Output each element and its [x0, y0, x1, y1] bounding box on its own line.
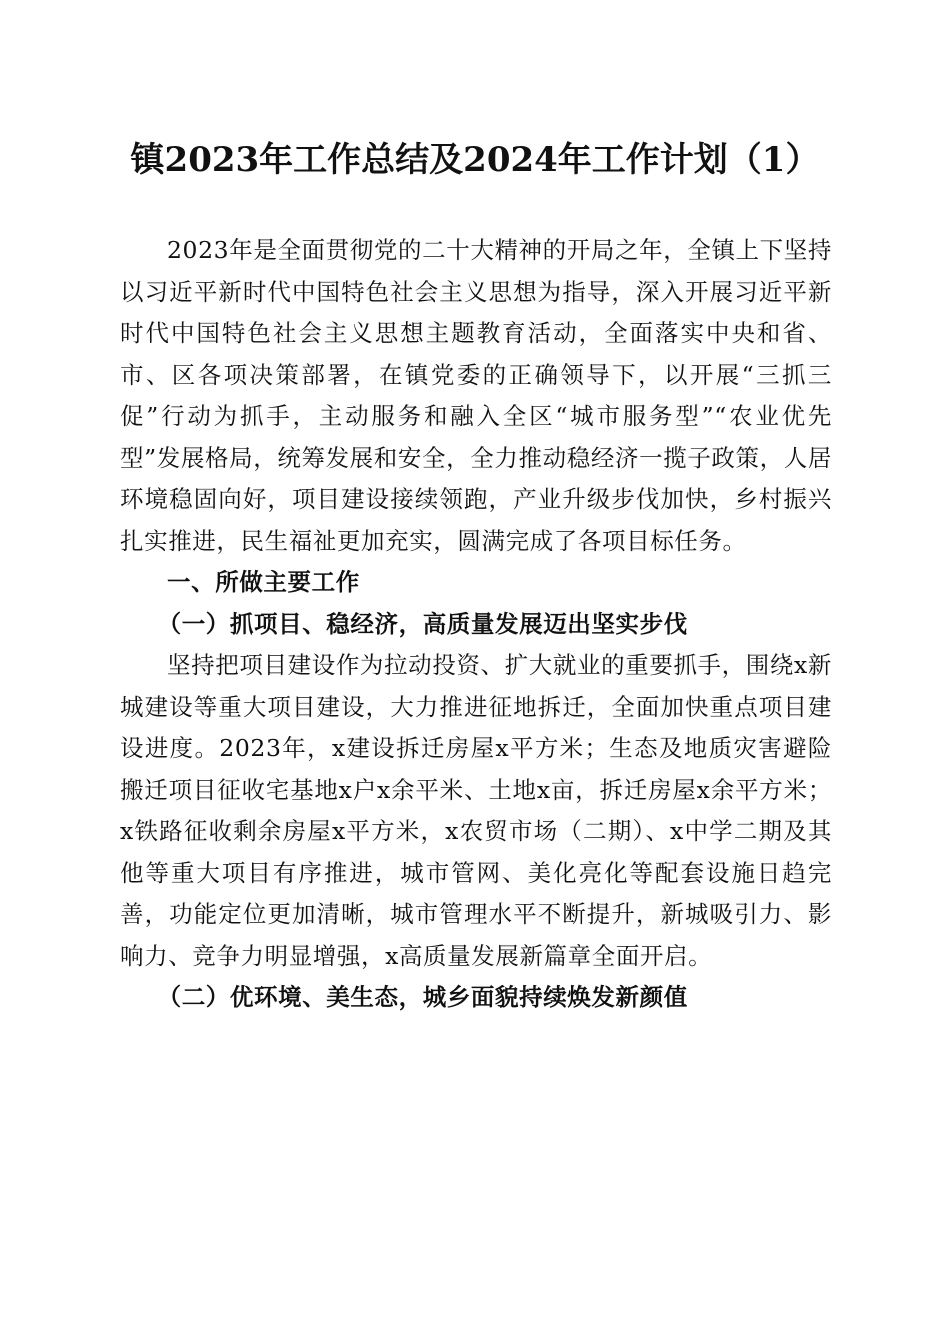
intro-paragraph: 2023年是全面贯彻党的二十大精神的开局之年，全镇上下坚持以习近平新时代中国特色社会主义思想为指导，深入开展习近平新时代中国特色社会主义思想主题教育活动，全面落实中央和省、市、区各项决策部署，在镇党委的正确领导下，以开展“三抓三促”行动为抓手，主动服务和融入全区“城市服务型”“农业优先型”发展格局，统筹发展和安全，全力推动稳经济一揽子政策，人居环境稳固向好，项目建设接续领跑，产业升级步伐加快，乡村振兴扎实推进，民生福祉更加充实，圆满完成了各项目标任务。	[120, 236, 832, 555]
subsection-heading-environment: （二）优环境、美生态，城乡面貌持续焕发新颜值	[157, 983, 688, 1011]
subsection-heading-projects: （一）抓项目、稳经济，高质量发展迈出坚实步伐	[157, 609, 688, 638]
section-heading-main-work: 一、所做主要工作	[167, 568, 360, 596]
document-body	[120, 230, 832, 1019]
document-title: 镇2023年工作总结及2024年工作计划（1）	[130, 140, 820, 180]
subsection-paragraph-projects: 坚持把项目建设作为拉动投资、扩大就业的重要抓手，围绕x新城建设等重大项目建设，大力推进征地拆迁，全面加快重点项目建设进度。2023年，x建设拆迁房屋x平方米；生态及地质灾害避险搬迁项目征收宅基地x户x余平米、土地x亩，拆迁房屋x余平方米；x铁路征收剩余房屋x平方米，x农贸市场（二期）、x中学二期及其他等重大项目有序推进，城市管网、美化亮化等配套设施日趋完善，功能定位更加清晰，城市管理水平不断提升，新城吸引力、影响力、竞争力明显增强，x高质量发展新篇章全面开启。	[120, 651, 832, 970]
